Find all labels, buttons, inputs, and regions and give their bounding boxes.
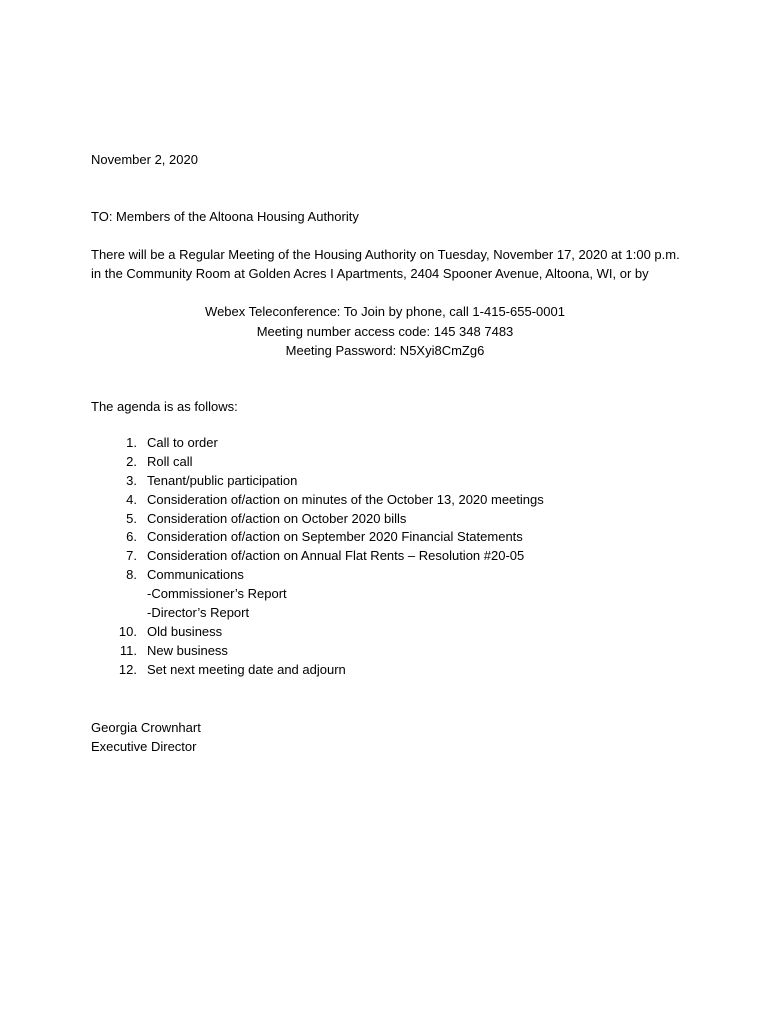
agenda-item-number: 12. (118, 661, 137, 677)
agenda-item-number: 6. (126, 529, 137, 545)
document-date: November 2, 2020 (91, 152, 198, 167)
teleconference-access-code: Meeting number access code: 145 348 7483 (256, 323, 514, 339)
signature-name: Georgia Crownhart (91, 720, 201, 735)
agenda-item-number: 11. (119, 642, 137, 658)
agenda-item-number: 10. (118, 623, 137, 639)
agenda-item-text: Consideration of/action on Annual Flat Rents – Resolution #20-05 (147, 548, 525, 564)
teleconference-password: Meeting Password: N5Xyi8CmZg6 (285, 343, 485, 358)
agenda-item-text: New business (147, 642, 228, 658)
agenda-item-text: Old business (147, 623, 223, 639)
agenda-intro: The agenda is as follows: (91, 399, 238, 414)
agenda-item-text: Roll call (147, 453, 193, 469)
agenda-item-text: Consideration of/action on minutes of the October 13, 2020 meetings (147, 491, 544, 507)
agenda-item-text: Tenant/public participation (147, 472, 298, 488)
intro-line-2: in the Community Room at Golden Acres I Apartments, 2404 Spooner Avenue, Altoona, WI, or by (91, 266, 649, 281)
agenda-item-text: Consideration of/action on October 2020 bills (147, 510, 407, 526)
intro-line-1: There will be a Regular Meeting of the Housing Authority on Tuesday, November 17, 2020 at 1:00 p.m. (91, 247, 680, 262)
agenda-item-number: 5. (126, 510, 137, 526)
agenda-item-number: 4. (126, 491, 137, 507)
agenda-item-text: Call to order (147, 435, 218, 450)
recipient-line: TO: Members of the Altoona Housing Authority (91, 209, 359, 224)
agenda-item-number: 3. (126, 472, 137, 488)
agenda-item-text: Set next meeting date and adjourn (147, 661, 346, 677)
agenda-item-text: Consideration of/action on September 2020 Financial Statements (147, 529, 523, 545)
agenda-item-number: 2. (126, 453, 137, 469)
agenda-item-number: 7. (126, 548, 137, 564)
teleconference-phone: Webex Teleconference: To Join by phone, call 1-415-655-0001 (205, 304, 565, 319)
agenda-item-number: 1. (126, 435, 137, 450)
agenda-subitem-text: -Commissioner’s Report (147, 586, 287, 602)
agenda-subitem-text: -Director’s Report (147, 605, 250, 621)
teleconference-block (0, 302, 770, 361)
agenda-item-number: 8. (126, 567, 137, 583)
signature-title: Executive Director (91, 739, 197, 754)
agenda-item-text: Communications (147, 567, 244, 583)
